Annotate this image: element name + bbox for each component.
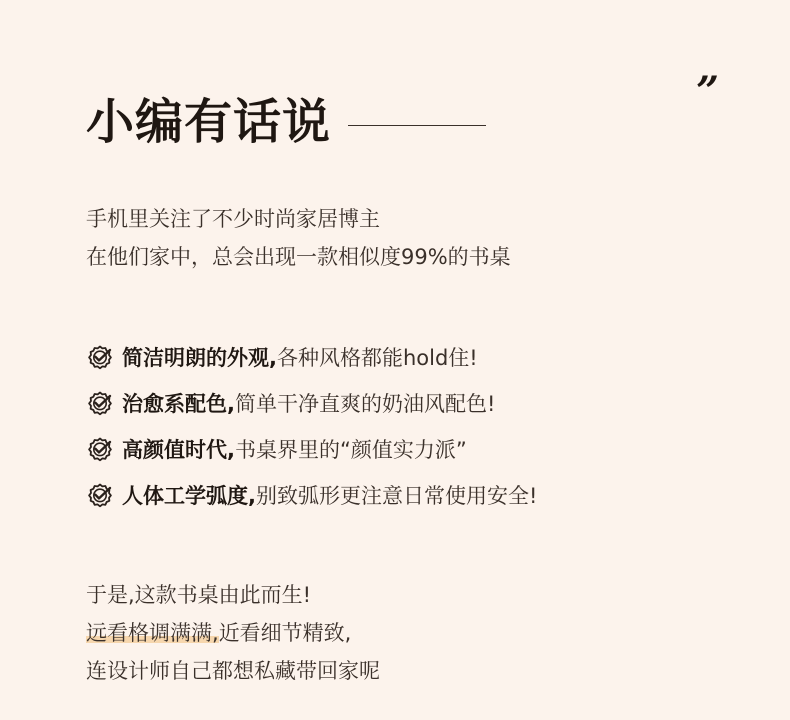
feature-item <box>86 426 537 472</box>
intro-line: 手机里关注了不少时尚家居博主 <box>86 207 380 231</box>
check-badge-icon <box>86 481 114 509</box>
outro-paragraph <box>86 576 380 690</box>
outro-phrase: 近看细节精致, <box>218 621 352 645</box>
feature-item <box>86 472 537 518</box>
feature-item <box>86 334 537 380</box>
feature-description: 简单干净直爽的奶油风配色! <box>234 392 496 416</box>
feature-heading: 人体工学弧度, <box>122 484 256 508</box>
feature-heading: 简洁明朗的外观, <box>122 346 277 370</box>
title-divider <box>348 125 486 126</box>
page-title: 小编有话说 <box>86 94 332 150</box>
feature-heading: 高颜值时代, <box>122 438 235 462</box>
outro-line: 连设计师自己都想私藏带回家呢 <box>86 659 380 683</box>
intro-line: 在他们家中，总会出现一款相似度99%的书桌 <box>86 245 511 269</box>
feature-list <box>86 334 537 518</box>
quote-mark-icon: ” <box>696 68 720 115</box>
outro-line: 于是,这款书桌由此而生! <box>86 583 312 607</box>
feature-description: 各种风格都能hold住! <box>276 346 478 370</box>
intro-paragraph <box>86 200 511 276</box>
check-badge-icon <box>86 343 114 371</box>
check-badge-icon <box>86 435 114 463</box>
highlighted-phrase: 远看格调满满, <box>86 621 219 645</box>
outro-line <box>86 614 380 652</box>
feature-item <box>86 380 537 426</box>
check-badge-icon <box>86 389 114 417</box>
feature-description: 书桌界里的“颜值实力派” <box>234 438 467 462</box>
feature-description: 别致弧形更注意日常使用安全! <box>255 484 538 508</box>
feature-heading: 治愈系配色, <box>122 392 235 416</box>
